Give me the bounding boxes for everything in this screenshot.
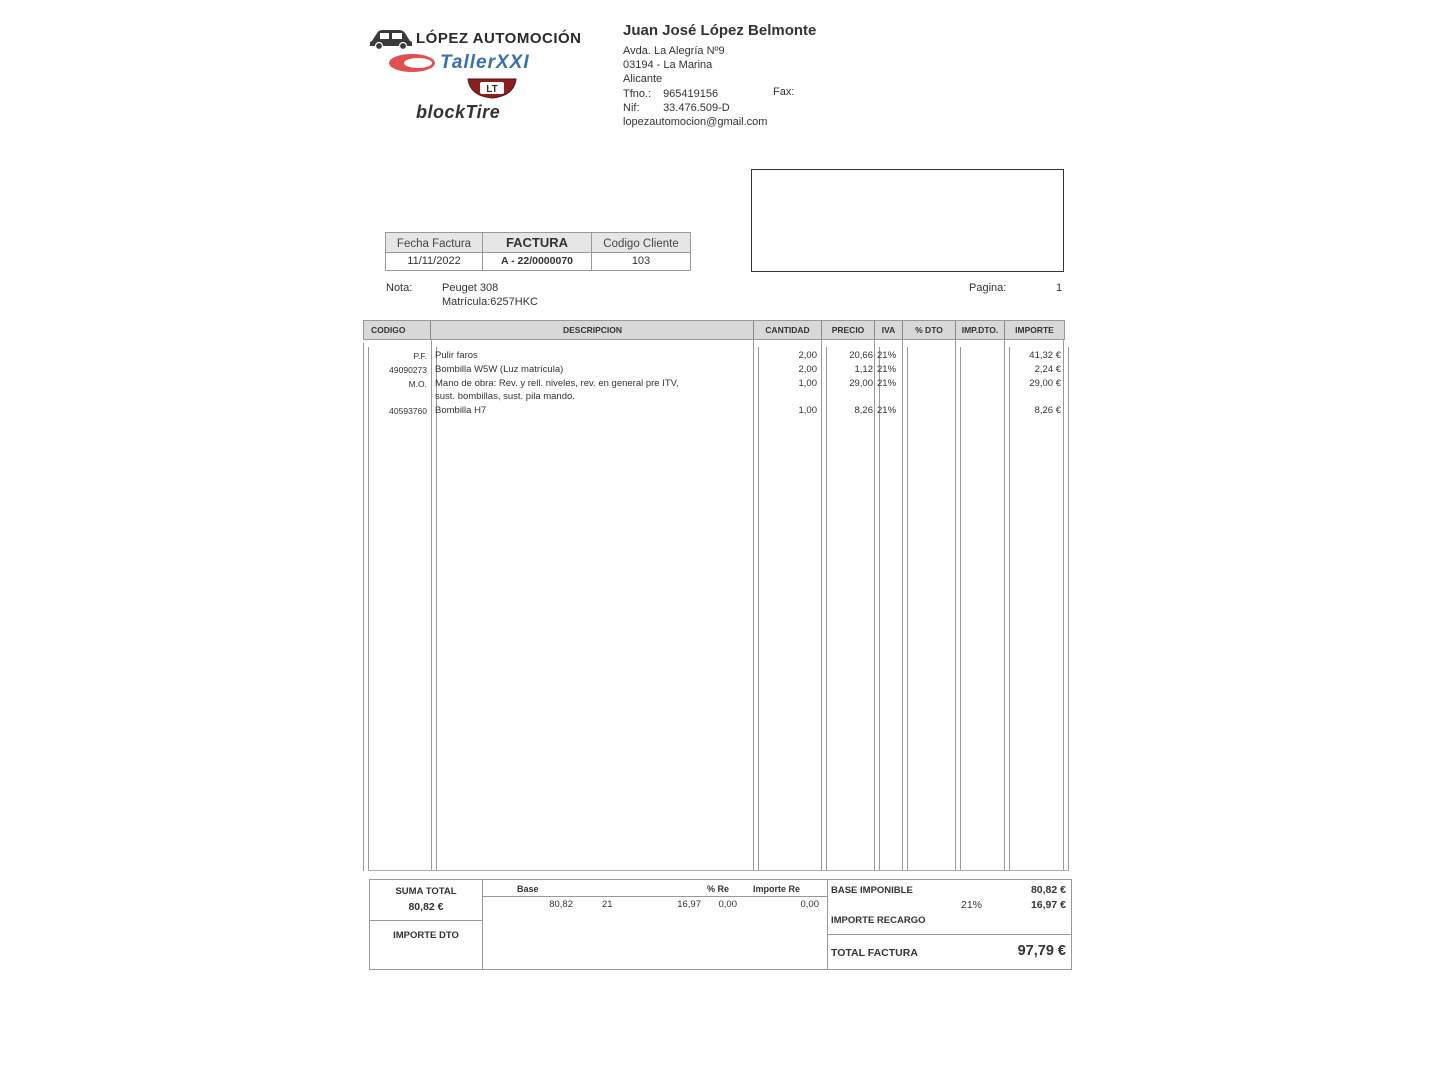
fax-label: Fax:	[773, 86, 795, 98]
row-description: Bombilla H7	[435, 405, 487, 416]
car-icon	[368, 26, 414, 50]
col-precio: PRECIO	[822, 321, 875, 339]
suma-total-value: 80,82 €	[408, 901, 444, 913]
total-factura-value: 97,79 €	[1017, 943, 1066, 959]
invoice-date: 11/11/2022	[407, 255, 461, 267]
total-factura-label: TOTAL FACTURA	[831, 947, 918, 959]
base-label: Base	[517, 884, 539, 894]
company-email: lopezautomocion@gmail.com	[623, 116, 768, 129]
totals-left	[370, 880, 483, 969]
re-pct: 0,00	[718, 899, 737, 910]
page-number: 1	[1056, 282, 1063, 294]
re-imp-label: Importe Re	[753, 884, 801, 894]
row-price: 1,12	[854, 364, 873, 375]
row-iva: 21%	[877, 378, 897, 389]
invoice-date-label: Fecha Factura	[386, 233, 482, 253]
row-amount: 41,32 €	[1029, 350, 1061, 361]
note-plate: Matrícula:6257HKC	[442, 296, 538, 308]
col-codigo: CODIGO	[364, 321, 431, 339]
page-label: Pagina:	[969, 282, 1007, 294]
lt-badge-text: LT	[486, 84, 498, 95]
company-name: Juan José López Belmonte	[623, 22, 817, 39]
company-city: Alicante	[623, 73, 663, 86]
row-amount: 29,00 €	[1029, 378, 1061, 389]
col-descripcion: DESCRIPCION	[432, 321, 754, 339]
note-label: Nota:	[386, 282, 413, 294]
invoice-header-table	[385, 232, 691, 271]
row-description: Pulir faros	[435, 350, 478, 361]
row-code: P.F.	[413, 351, 427, 361]
iva-rate: 21%	[961, 899, 983, 911]
company-address: Avda. La Alegría Nº9	[623, 45, 725, 57]
note-vehicle: Peuget 308	[442, 282, 499, 294]
row-code: 40593760	[389, 406, 427, 416]
client-address-box	[751, 169, 1064, 272]
row-description-cont: sust. bombillas, sust. pila mando.	[435, 391, 575, 402]
suma-total-label: SUMA TOTAL	[395, 886, 457, 897]
row-description: Mano de obra: Rev. y rell. niveles, rev. en general pre ITV,	[435, 378, 679, 389]
invoice-date-cell	[386, 233, 483, 270]
row-iva: 21%	[877, 350, 897, 361]
base-imponible-value: 80,82 €	[1030, 884, 1066, 896]
iva-pct: 21	[602, 899, 613, 910]
brand-main: LÓPEZ AUTOMOCIÓN	[416, 30, 582, 47]
base-imponible-label: BASE IMPONIBLE	[831, 885, 913, 896]
company-postal: 03194 - La Marina	[623, 59, 713, 72]
row-quantity: 2,00	[798, 364, 817, 375]
client-code: 103	[631, 255, 651, 267]
nif-value: 33.476.509-D	[663, 101, 730, 114]
company-logo	[368, 24, 608, 124]
row-iva: 21%	[877, 364, 897, 375]
re-amount: 0,00	[800, 899, 819, 910]
re-pct-label: % Re	[707, 884, 730, 894]
row-price: 8,26	[854, 405, 873, 416]
totals-right	[828, 880, 1071, 969]
row-amount: 8,26 €	[1034, 405, 1061, 416]
row-code: 49090273	[389, 365, 427, 375]
row-iva: 21%	[877, 405, 897, 416]
invoice-title: FACTURA	[483, 233, 591, 253]
row-price: 20,66	[849, 350, 873, 361]
iva-amount: 16,97	[677, 899, 701, 910]
tax-breakdown	[483, 880, 828, 969]
invoice-number-cell	[483, 233, 592, 270]
row-price: 29,00	[849, 378, 873, 389]
row-code: M.O.	[408, 379, 427, 389]
col-importe: IMPORTE	[1015, 325, 1054, 335]
iva-total: 16,97 €	[1030, 899, 1066, 911]
col-iva: IVA	[875, 321, 903, 339]
swoosh-icon	[388, 52, 442, 74]
client-code-cell	[592, 233, 690, 270]
row-quantity: 1,00	[798, 378, 817, 389]
col-dto: % DTO	[903, 321, 956, 339]
row-amount: 2,24 €	[1034, 364, 1061, 375]
table-bottom-border	[368, 870, 1069, 871]
phone-label: Tfno.:	[623, 87, 652, 100]
row-quantity: 2,00	[798, 350, 817, 361]
company-info	[623, 22, 816, 129]
base-value: 80,82	[549, 899, 573, 910]
nif-label: Nif:	[623, 101, 640, 114]
lines-table-body	[363, 339, 1069, 871]
brand-taller: TallerXXI	[440, 52, 530, 73]
brand-tire: blockTire	[416, 102, 501, 122]
importe-recargo-label: IMPORTE RECARGO	[831, 915, 926, 926]
row-description: Bombilla W5W (Luz matrícula)	[435, 364, 564, 375]
importe-dto-label: IMPORTE DTO	[393, 930, 459, 941]
col-cantidad: CANTIDAD	[754, 321, 822, 339]
row-quantity: 1,00	[798, 405, 817, 416]
col-imp-dto: IMP.DTO.	[956, 321, 1005, 339]
client-code-label: Codigo Cliente	[592, 233, 690, 253]
totals-box	[369, 879, 1072, 970]
invoice-number: A - 22/0000070	[501, 255, 573, 267]
phone-value: 965419156	[663, 87, 719, 100]
lt-badge-icon	[464, 76, 520, 100]
company-nif-row	[623, 101, 816, 115]
lines-table-header	[363, 320, 1065, 340]
